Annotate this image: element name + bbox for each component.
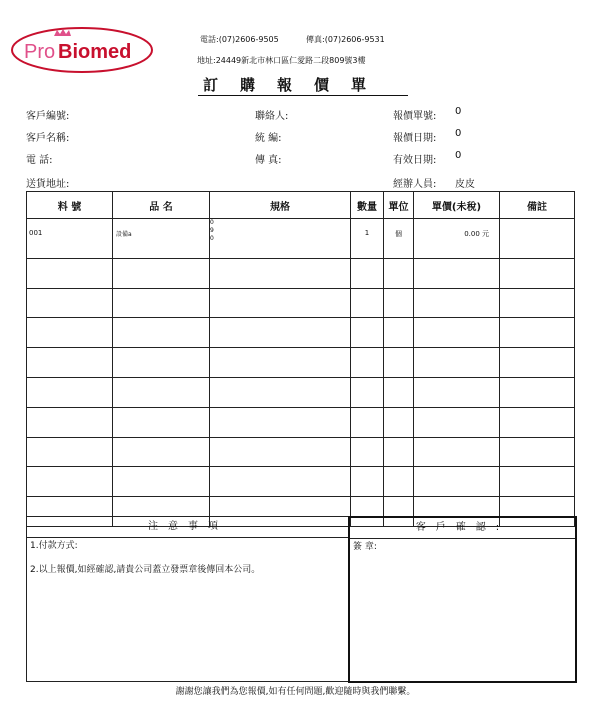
empty-cell	[113, 407, 210, 437]
empty-cell	[414, 377, 500, 407]
empty-cell	[351, 377, 384, 407]
logo-text-pro: Pro	[24, 41, 56, 63]
empty-cell	[384, 407, 414, 437]
empty-cell	[27, 377, 113, 407]
table-row-empty	[27, 407, 575, 437]
customer-confirm-box	[348, 516, 577, 683]
notes-box	[26, 516, 350, 682]
empty-cell	[384, 318, 414, 348]
empty-cell	[414, 437, 500, 467]
address-text: 地址:24449新北市林口區仁愛路二段809號3樓	[197, 56, 366, 65]
empty-cell	[351, 348, 384, 378]
empty-cell	[384, 348, 414, 378]
quote-no-value: 0	[455, 106, 462, 117]
empty-cell	[351, 258, 384, 288]
empty-cell	[351, 407, 384, 437]
items-table	[26, 191, 575, 527]
empty-cell	[113, 377, 210, 407]
empty-cell	[384, 258, 414, 288]
cell-price: 0.00 元	[414, 219, 500, 259]
empty-cell	[414, 288, 500, 318]
spec-line: 0	[210, 235, 214, 242]
col-header-note: 備註	[500, 192, 575, 219]
table-row	[27, 219, 575, 259]
cell-spec	[210, 219, 351, 259]
empty-cell	[210, 288, 351, 318]
agent-value: 皮皮	[455, 179, 475, 190]
cell-code: 001	[27, 219, 113, 259]
empty-cell	[27, 407, 113, 437]
empty-cell	[500, 407, 575, 437]
empty-cell	[113, 437, 210, 467]
quote-date-label: 報價日期:	[393, 133, 437, 144]
payment-method-text: 1.付款方式:	[30, 541, 78, 551]
empty-cell	[113, 288, 210, 318]
empty-cell	[210, 467, 351, 497]
empty-cell	[27, 318, 113, 348]
empty-cell	[27, 467, 113, 497]
empty-cell	[500, 348, 575, 378]
fax-label: 傳 真:	[255, 155, 282, 166]
page-title: 訂購報價單	[202, 76, 388, 94]
notes-heading: 注意事項	[27, 517, 349, 538]
empty-cell	[113, 348, 210, 378]
spec-line: 0	[210, 219, 214, 226]
phone-text: 電話:(07)2606-9505	[200, 35, 279, 44]
quote-no-label: 報價單號:	[393, 111, 437, 122]
col-header-price: 單價(未稅)	[414, 192, 500, 219]
empty-cell	[500, 318, 575, 348]
empty-cell	[27, 258, 113, 288]
empty-cell	[500, 288, 575, 318]
empty-cell	[113, 318, 210, 348]
empty-cell	[210, 348, 351, 378]
cell-unit: 個	[384, 219, 414, 259]
valid-date-value: 0	[455, 150, 462, 161]
table-row-empty	[27, 318, 575, 348]
cell-qty: 1	[351, 219, 384, 259]
empty-cell	[414, 258, 500, 288]
empty-cell	[210, 407, 351, 437]
empty-cell	[384, 467, 414, 497]
empty-cell	[27, 288, 113, 318]
empty-cell	[351, 318, 384, 348]
logo-text-biomed: Biomed	[58, 41, 132, 63]
customer-no-label: 客戶編號:	[26, 111, 70, 122]
empty-cell	[210, 258, 351, 288]
spec-line: 9	[210, 227, 214, 234]
footer-text: 謝謝您讓我們為您報價,如有任何問題,歡迎隨時與我們聯繫。	[175, 687, 416, 697]
col-header-qty: 數量	[351, 192, 384, 219]
contact-person-label: 聯絡人:	[255, 111, 289, 122]
fax-text: 傳真:(07)2606-9531	[306, 35, 385, 44]
customer-name-label: 客戶名稱:	[26, 133, 70, 144]
signature-label: 簽 章:	[353, 542, 377, 552]
agent-label: 經辦人員:	[393, 179, 437, 190]
table-row-empty	[27, 288, 575, 318]
col-header-spec: 規格	[210, 192, 351, 219]
table-row-empty	[27, 437, 575, 467]
empty-cell	[113, 258, 210, 288]
valid-date-label: 有效日期:	[393, 155, 437, 166]
table-row-empty	[27, 258, 575, 288]
cell-name: 設備a	[113, 219, 210, 259]
table-header-row	[27, 192, 575, 219]
empty-cell	[500, 377, 575, 407]
table-row-empty	[27, 348, 575, 378]
empty-cell	[351, 467, 384, 497]
col-header-unit: 單位	[384, 192, 414, 219]
quote-date-value: 0	[455, 128, 462, 139]
delivery-address-label: 送貨地址:	[26, 179, 70, 190]
table-row-empty	[27, 467, 575, 497]
empty-cell	[414, 407, 500, 437]
empty-cell	[210, 318, 351, 348]
empty-cell	[414, 318, 500, 348]
col-header-name: 品 名	[113, 192, 210, 219]
probiomed-logo	[10, 24, 160, 74]
confirmation-note-text: 2.以上報價,如經確認,請貴公司蓋立發票章後傳回本公司。	[30, 565, 261, 575]
empty-cell	[384, 288, 414, 318]
cell-note	[500, 219, 575, 259]
empty-cell	[210, 437, 351, 467]
empty-cell	[384, 377, 414, 407]
empty-cell	[500, 437, 575, 467]
empty-cell	[113, 467, 210, 497]
col-header-code: 料 號	[27, 192, 113, 219]
empty-cell	[500, 467, 575, 497]
phone-label: 電 話:	[26, 155, 53, 166]
empty-cell	[27, 348, 113, 378]
table-row-empty	[27, 377, 575, 407]
empty-cell	[351, 288, 384, 318]
empty-cell	[210, 377, 351, 407]
empty-cell	[500, 258, 575, 288]
empty-cell	[27, 437, 113, 467]
empty-cell	[384, 437, 414, 467]
tax-id-label: 統 編:	[255, 133, 282, 144]
empty-cell	[414, 467, 500, 497]
confirm-heading: 客戶確認:	[350, 518, 575, 539]
empty-cell	[351, 437, 384, 467]
title-underline	[198, 95, 408, 96]
empty-cell	[414, 348, 500, 378]
